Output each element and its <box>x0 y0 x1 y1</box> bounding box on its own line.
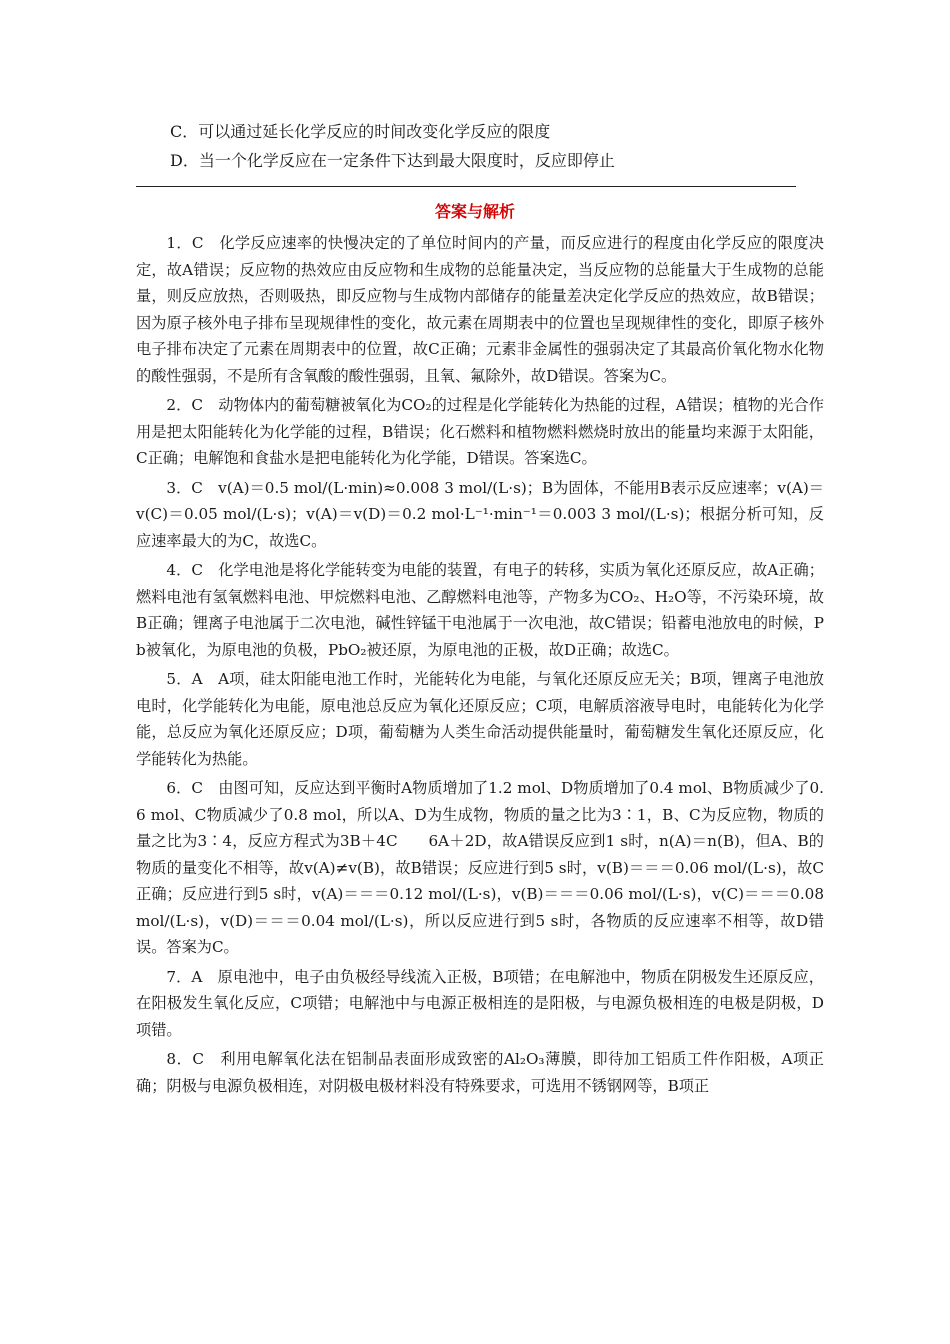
answer-7: 7．A 原电池中，电子由负极经导线流入正极，B项错；在电解池中，物质在阴极发生还原反应，在阳极发生氧化反应，C项错；电解池中与电源正极相连的是阳极，与电源负极相连的电极是阴极，D项错。 <box>136 967 824 1039</box>
option-d: D．当一个化学反应在一定条件下达到最大限度时，反应即停止 <box>170 151 615 170</box>
answer-8: 8．C 利用电解氧化法在铝制品表面形成致密的Al₂O₃薄膜，即待加工铝质工件作阳极，A项正确；阴极与电源负极相连，对阴极电极材料没有特殊要求，可选用不锈钢网等，B项正 <box>136 1050 824 1095</box>
answer-4: 4．C 化学电池是将化学能转变为电能的装置，有电子的转移，实质为氧化还原反应，故A正确；燃料电池有氢氧燃料电池、甲烷燃料电池、乙醇燃料电池等，产物多为CO₂、H₂O等，不污染环境，故B正确；锂离子电池属于二次电池，碱性锌锰干电池属于一次电池，故C错误；铅蓄电池放电的时候，Pb被氧化，为原电池的负极，PbO₂被还原，为原电池的正极，故D正确；故选C。 <box>136 561 824 659</box>
answers-heading: 答案与解析 <box>434 202 515 221</box>
answer-2: 2．C 动物体内的葡萄糖被氧化为CO₂的过程是化学能转化为热能的过程，A错误；植物的光合作用是把太阳能转化为化学能的过程，B错误；化石燃料和植物燃料燃烧时放出的能量均来源于太阳能，C正确；电解饱和食盐水是把电能转化为化学能，D错误。答案选C。 <box>136 396 824 467</box>
option-c: C．可以通过延长化学反应的时间改变化学反应的限度 <box>170 122 551 141</box>
answer-3: 3．C v(A)＝0.5 mol/(L·min)≈0.008 3 mol/(L·s)；B为固体，不能用B表示反应速率；v(A)＝v(C)＝0.05 mol/(L·s)；v(A)＝v(D)＝0.2 mol·L⁻¹·min⁻¹＝0.003 3 mol/(L·s)；根据分析可知，反应速率最大的为C，故选C。 <box>136 478 824 550</box>
answer-6: 6．C 由图可知，反应达到平衡时A物质增加了1.2 mol、D物质增加了0.4 mol、B物质减少了0.6 mol、C物质减少了0.8 mol，所以A、D为生成物，物质的量之比为3∶1，B、C为反应物，物质的量之比为3∶4，反应方程式为3B＋4C 6A＋2D，故A错误反应到1 s时，n(A)＝n(B)，但A、B的物质的量变化不相等，故v(A)≠v(B)，故B错误；反应进行到5 s时，v(B)＝＝＝0.06 mol/(L·s)，故C正确；反应进行到5 s时，v(A)＝＝＝0.12 mol/(L·s)，v(B)＝＝＝0.06 mol/(L·s)，v(C)＝＝＝0.08 mol/(L·s)，v(D)＝＝＝0.04 mol/(L·s)，所以反应进行到5 s时，各物质的反应速率不相等，故D错误。答案为C。 <box>136 779 824 956</box>
answers-section <box>136 230 824 1099</box>
answer-5: 5．A A项，硅太阳能电池工作时，光能转化为电能，与氧化还原反应无关；B项，锂离子电池放电时，化学能转化为电能，原电池总反应为氧化还原反应；C项，电解质溶液导电时，电能转化为化学能，总反应为氧化还原反应；D项，葡萄糖为人类生命活动提供能量时，葡萄糖发生氧化还原反应，化学能转化为热能。 <box>136 670 824 768</box>
section-divider <box>136 186 796 187</box>
answer-1: 1．C 化学反应速率的快慢决定的了单位时间内的产量，而反应进行的程度由化学反应的限度决定，故A错误；反应物的热效应由反应物和生成物的总能量决定，当反应物的总能量大于生成物的总能量，则反应放热，否则吸热，即反应物与生成物内部储存的能量差决定化学反应的热效应，故B错误；因为原子核外电子排布呈现规律性的变化，故元素在周期表中的位置也呈现规律性的变化，即原子核外电子排布决定了元素在周期表中的位置，故C正确；元素非金属性的强弱决定了其最高价氧化物水化物的酸性强弱，不是所有含氧酸的酸性强弱，且氧、氟除外，故D错误。答案为C。 <box>136 234 824 385</box>
